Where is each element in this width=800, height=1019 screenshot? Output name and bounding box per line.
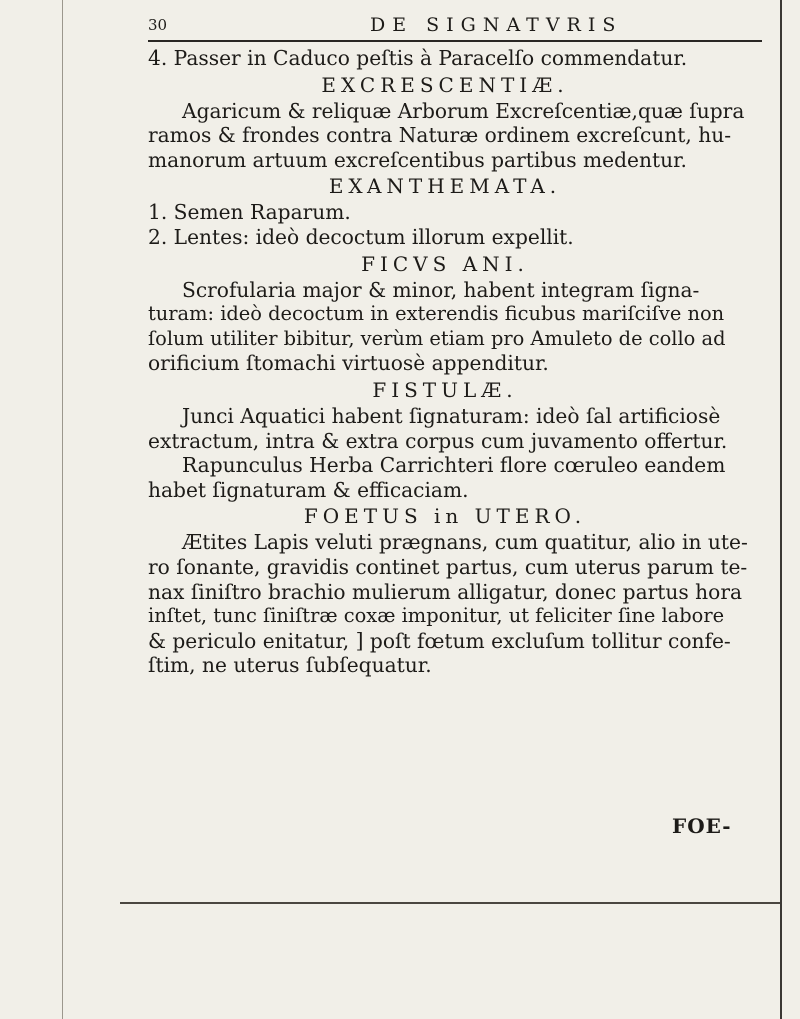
heading-fistulae: FISTULÆ. — [372, 377, 518, 402]
running-header — [148, 10, 772, 42]
text-line: Agaricum & reliquæ Arborum Excreſcentiæ,quæ ſupra — [182, 98, 745, 123]
text-line: turam: ideò decoctum in exterendis ficubus mariſciſve non — [148, 302, 725, 326]
heading-ficus-ani: FICVS ANI. — [361, 251, 529, 276]
heading-exanthemata: EXANTHEMATA. — [328, 174, 562, 199]
text-line: manorum artuum excreſcentibus partibus medentur. — [148, 147, 687, 172]
running-title: DE SIGNATVRIS — [370, 14, 623, 36]
text-line: & periculo enitatur, ] poſt fœtum excluſum tollitur confe- — [148, 628, 731, 653]
header-rule — [148, 40, 762, 42]
text-line: ro ſonante, gravidis continet partus, cum uterus parum te- — [148, 554, 748, 579]
left-page-edge — [62, 0, 63, 1019]
text-line: Rapunculus Herba Carrichteri flore cœruleo eandem — [182, 453, 726, 478]
page-number: 30 — [148, 16, 168, 34]
text-line: extractum, intra & extra corpus cum juvamento offertur. — [148, 428, 728, 453]
text-line: Junci Aquatici habent ſignaturam: ideò ſal artificiosè — [182, 403, 721, 428]
right-page-edge — [780, 0, 782, 1019]
text-line: inſtet, tunc ſiniſtræ coxæ imponitur, ut feliciter ſine labore — [148, 604, 725, 628]
text-line: Ætites Lapis veluti prægnans, cum quatitur, alio in ute- — [182, 530, 748, 555]
text-line: nax ſiniſtro brachio mulierum alligatur, donec partus hora — [148, 579, 743, 604]
text-line: ſtim, ne uterus ſubſequatur. — [148, 653, 432, 678]
entry-passer: 4. Passer in Caduco peſtis à Paracelſo commendatur. — [148, 46, 688, 70]
heading-foetus-in-utero: FOETUS in UTERO. — [303, 504, 587, 529]
text-line: Scrofularia major & minor, habent integram ſigna- — [182, 277, 700, 302]
list-item: 1. Semen Raparum. — [148, 200, 351, 225]
text-line: ſolum utiliter bibitur, verùm etiam pro Amuleto de collo ad — [148, 326, 726, 350]
text-line: habet ſignaturam & efficaciam. — [148, 477, 469, 502]
text-block — [148, 10, 772, 838]
text-line: orificium ſtomachi virtuosè appenditur. — [148, 351, 549, 376]
catchword: FOE- — [672, 814, 732, 838]
text-line: ramos & frondes contra Naturæ ordinem excreſcunt, hu- — [148, 123, 732, 148]
heading-excrescentiae: EXCRESCENTIÆ. — [321, 72, 569, 97]
bottom-rule — [120, 902, 780, 904]
list-item: 2. Lentes: ideò decoctum illorum expellit. — [148, 224, 574, 249]
